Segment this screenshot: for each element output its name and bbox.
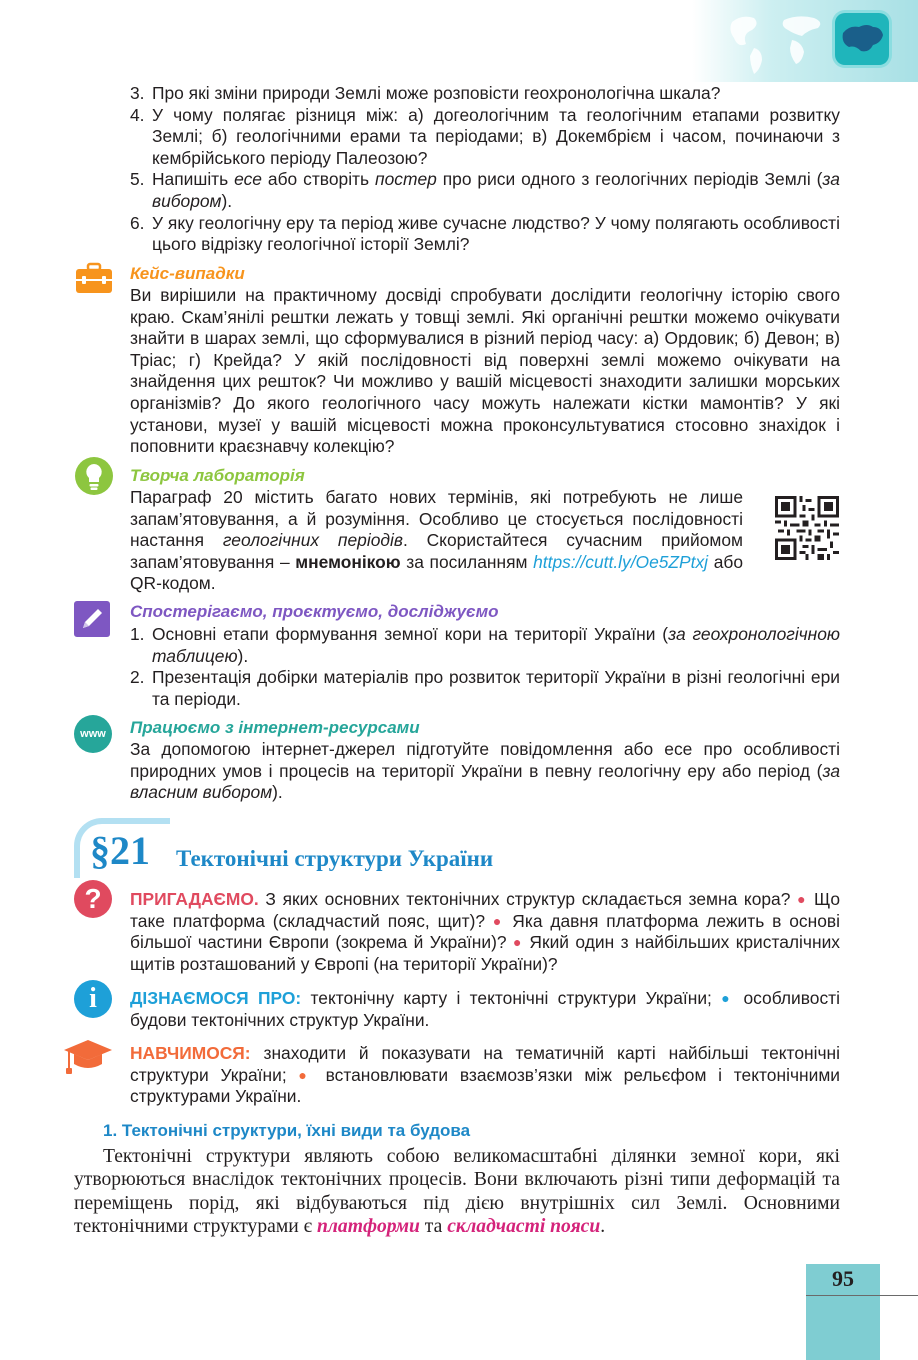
question-mark-icon: ? xyxy=(74,880,112,918)
pencil-icon xyxy=(74,601,110,642)
question-text: Про які зміни природи Землі може розповісти геохронологічна шкала? xyxy=(152,83,721,103)
questions-list xyxy=(130,83,840,256)
question-number: 3. xyxy=(130,83,145,103)
briefcase-icon xyxy=(75,262,113,299)
term-fold-belts: складчасті пояси xyxy=(447,1216,601,1238)
mnemonics-link[interactable]: https://cutt.ly/Oe5ZPtxj xyxy=(533,551,709,572)
page-number: 95 xyxy=(832,1266,854,1291)
observe-title: Спостерігаємо, проєктуємо, досліджуємо xyxy=(130,602,499,621)
question-text: У чому полягає різниця між: а) догеологічним та геологічним етапами розвитку Землі; б) геологічними ерами та періодами; в) Докембрієм і часом, починаючи з кембрійського періоду Палеозою? xyxy=(152,104,840,168)
internet-text: За допомогою інтернет-джерел підготуйте повідомлення або есе про особливості природних умов і процесів на території України в певну геологічну еру або період (за власним вибором). xyxy=(130,739,840,803)
recall-block: ПРИГАДАЄМО. З яких основних тектонічних структур складається земна кора? ● Що таке платформа (складчастий пояс, щит)? ● Яка давня платформа лежить в основі більшої частини Європи (зокрема й України)? ● Який один з найбільших кристалічних щитів розташований у Європі (на території України)? xyxy=(130,889,840,974)
lightbulb-icon xyxy=(74,456,114,501)
graduation-cap-icon xyxy=(62,1038,114,1083)
recall-label: ПРИГАДАЄМО. xyxy=(130,889,259,909)
question-text: Напишіть есе або створіть постер про риси одного з геологічних періодів Землі (за вибором). xyxy=(152,169,840,211)
observe-text: Презентація добірки матеріалів про розвиток території України в різні геологічні ери та періоди. xyxy=(152,667,840,709)
lab-title: Творча лабораторія xyxy=(130,466,305,485)
www-icon xyxy=(74,715,112,753)
page-number-rule xyxy=(806,1295,918,1296)
qr-code-icon[interactable] xyxy=(775,496,839,565)
lab-text: Параграф 20 містить багато нових термінів, які потребують не лише запам’ятовування, а й розуміння. Особливо це стосується послідовності настання геологічних періодів. Скористайтеся сучасним прийомом запам’ятовування – мнемонікою за посиланням https://cutt.ly/Oe5ZPtxj або QR-кодом. xyxy=(130,487,743,594)
observe-list xyxy=(130,624,840,710)
info-icon: i xyxy=(74,980,112,1018)
section-number: §21 xyxy=(90,828,150,873)
question-item xyxy=(130,105,840,170)
observe-item xyxy=(130,624,840,667)
question-item xyxy=(130,83,840,105)
www-icon-label: www xyxy=(80,728,106,740)
internet-title: Працюємо з інтернет-ресурсами xyxy=(130,718,420,737)
ukraine-map-badge xyxy=(835,13,889,65)
subheading: 1. Тектонічні структури, їхні види та будова xyxy=(103,1121,471,1140)
question-number: 6. xyxy=(130,212,145,233)
ukraine-map-icon xyxy=(835,13,889,65)
skills-block: НАВЧИМОСЯ: знаходити й показувати на тематичній карті найбільші тектонічні структури України; ● встановлювати взаємозв’язки між рельєфом і тектонічними структурами України. xyxy=(130,1043,840,1107)
observe-number: 1. xyxy=(130,624,145,644)
skills-label: НАВЧИМОСЯ: xyxy=(130,1043,251,1063)
question-number: 5. xyxy=(130,169,145,190)
learn-label: ДІЗНАЄМОСЯ ПРО: xyxy=(130,988,302,1008)
observe-number: 2. xyxy=(130,667,145,688)
section-title: Тектонічні структури України xyxy=(176,846,494,871)
question-item xyxy=(130,213,840,256)
body-paragraph: Тектонічні структури являють собою великомасштабні ділянки земної кори, які утворюються внаслідок тектонічних процесів. Вони включають різні типи деформацій та переміщень порід, які відбуваються під дією внутрішніх сил Землі. Основними тектонічними структурами є платформи та складчасті пояси. xyxy=(74,1146,840,1238)
question-number: 4. xyxy=(130,104,145,125)
case-title: Кейс-випадки xyxy=(130,264,245,283)
observe-item xyxy=(130,667,840,710)
observe-text: Основні етапи формування земної кори на території України (за геохронологічною таблицею). xyxy=(152,624,841,666)
question-item xyxy=(130,169,840,212)
learn-block: ДІЗНАЄМОСЯ ПРО: тектонічну карту і тектонічні структури України; ● особливості будови тектонічних структур України. xyxy=(130,988,840,1030)
question-text: У яку геологічну еру та період живе сучасне людство? У чому полягають особливості цього відрізку геологічної історії Землі? xyxy=(152,212,840,255)
case-text: Ви вирішили на практичному досвіді спробувати дослідити геологічну історію свого краю. Скам’янілі рештки лежать у товщі землі. Які органічні рештки можемо очікувати знайти в шарах землі, що сформувалися в різний період часу: а) Ордовик; б) Девон; в) Тріас; г) Крейда? У якій послідовності від поверхні землі можемо очікувати на знайдення цих решток? Чи можливо у вашій місцевості знаходити залишки морських організмів? До якого геологічного часу можуть належати кістки мамонтів? У які установи, музеї у вашій місцевості можна проконсультуватися стосовно знахідок і поповнити краєзнавчу колекцію? xyxy=(130,285,840,457)
term-platforms: платформи xyxy=(316,1216,420,1238)
